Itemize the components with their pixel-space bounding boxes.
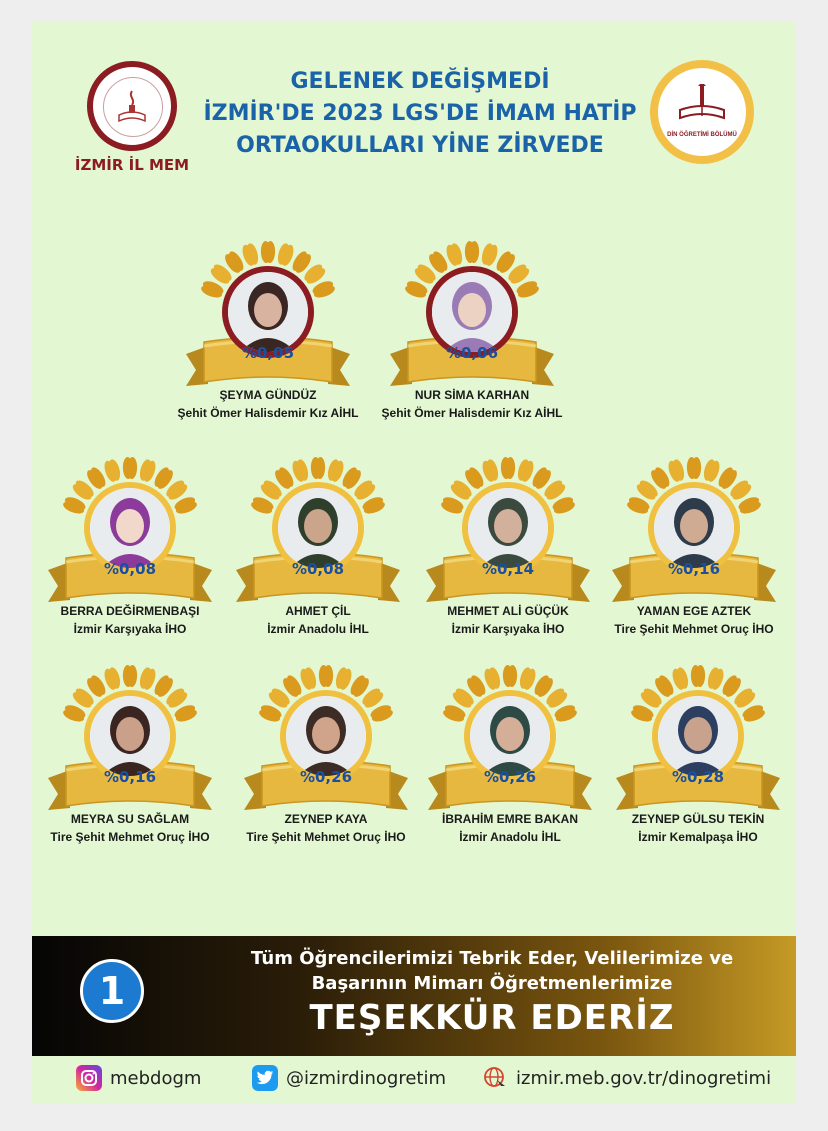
student-percentile: %0,16 — [667, 560, 721, 578]
student-percentile: %0,14 — [481, 560, 535, 578]
student-school: Tire Şehit Mehmet Oruç İHO — [246, 830, 406, 844]
page-title — [200, 66, 640, 162]
twitter-icon — [252, 1065, 278, 1091]
student-name: MEHMET ALİ GÜÇÜK — [447, 604, 569, 618]
globe-icon — [482, 1065, 508, 1091]
student-school: İzmir Karşıyaka İHO — [73, 622, 187, 636]
student-portrait-icon — [286, 696, 366, 776]
student-percentile: %0,05 — [241, 344, 295, 362]
student-portrait-icon — [654, 488, 734, 568]
student-portrait-icon — [470, 696, 550, 776]
student-school: İzmir Kemalpaşa İHO — [638, 830, 758, 844]
title-line-3: ORTAOKULLARI YİNE ZİRVEDE — [236, 133, 604, 158]
student-school: Tire Şehit Mehmet Oruç İHO — [50, 830, 210, 844]
student-portrait-icon — [90, 488, 170, 568]
footer-website[interactable] — [482, 1064, 771, 1092]
twitter-handle: @izmirdinogretim — [286, 1067, 447, 1089]
footer-twitter[interactable] — [252, 1064, 446, 1092]
student-name: MEYRA SU SAĞLAM — [70, 812, 190, 826]
banner-line-2: Başarının Mimarı Öğretmenlerimize — [311, 973, 673, 994]
title-line-1: GELENEK DEĞİŞMEDİ — [290, 69, 550, 94]
student-name: İBRAHİM EMRE BAKAN — [442, 812, 578, 826]
din-ogretimi-label: DİN ÖĞRETİMİ BÖLÜMÜ — [667, 132, 737, 138]
din-ogretimi-logo — [650, 60, 754, 164]
student-percentile: %0,26 — [483, 768, 537, 786]
footer-instagram[interactable] — [76, 1064, 201, 1092]
student-award-card — [236, 660, 416, 850]
banner-thanks: TEŞEKKÜR EDERİZ — [309, 998, 675, 1038]
student-percentile: %0,08 — [103, 560, 157, 578]
student-portrait-icon — [228, 272, 308, 352]
student-name: ZEYNEP KAYA — [284, 812, 368, 826]
student-portrait-icon — [278, 488, 358, 568]
student-award-card — [178, 236, 358, 426]
student-award-card — [608, 660, 788, 850]
student-award-card — [228, 452, 408, 642]
student-portrait-icon — [90, 696, 170, 776]
student-name: ZEYNEP GÜLSU TEKİN — [631, 812, 765, 826]
student-name: ŞEYMA GÜNDÜZ — [219, 388, 317, 402]
student-percentile: %0,16 — [103, 768, 157, 786]
instagram-icon — [76, 1065, 102, 1091]
student-school: Tire Şehit Mehmet Oruç İHO — [614, 622, 774, 636]
student-portrait-icon — [658, 696, 738, 776]
torch-book-icon — [117, 89, 147, 123]
student-school: Şehit Ömer Halisdemir Kız AİHL — [177, 406, 359, 420]
book-minaret-icon — [678, 84, 726, 124]
student-award-card — [382, 236, 562, 426]
student-portrait-icon — [468, 488, 548, 568]
instagram-handle: mebdogm — [110, 1067, 202, 1089]
student-award-card — [420, 660, 600, 850]
student-award-card — [40, 660, 220, 850]
student-percentile: %0,26 — [299, 768, 353, 786]
banner-line-1: Tüm Öğrencilerimizi Tebrik Eder, Velilerimize ve — [250, 948, 734, 969]
number-one-badge: 1 — [80, 959, 144, 1023]
din-ogretimi-logo-inner — [658, 68, 746, 156]
title-line-2: İZMİR'DE 2023 LGS'DE İMAM HATİP — [203, 101, 637, 126]
student-award-card — [418, 452, 598, 642]
student-school: İzmir Anadolu İHL — [267, 622, 369, 636]
student-school: İzmir Karşıyaka İHO — [451, 622, 565, 636]
student-name: BERRA DEĞİRMENBAŞI — [60, 604, 200, 618]
student-portrait-icon — [432, 272, 512, 352]
student-school: İzmir Anadolu İHL — [459, 830, 561, 844]
student-award-card — [40, 452, 220, 642]
student-school: Şehit Ömer Halisdemir Kız AİHL — [381, 406, 563, 420]
meb-logo-label: İZMİR İL MEM — [74, 156, 190, 174]
congrats-banner — [32, 936, 796, 1056]
website-url: izmir.meb.gov.tr/dinogretimi — [516, 1067, 772, 1089]
student-percentile: %0,28 — [671, 768, 725, 786]
meb-logo — [87, 61, 177, 151]
student-name: AHMET ÇİL — [285, 604, 351, 618]
student-name: NUR SİMA KARHAN — [414, 388, 530, 402]
student-percentile: %0,08 — [291, 560, 345, 578]
student-percentile: %0,06 — [445, 344, 499, 362]
student-award-card — [604, 452, 784, 642]
student-name: YAMAN EGE AZTEK — [636, 604, 752, 618]
